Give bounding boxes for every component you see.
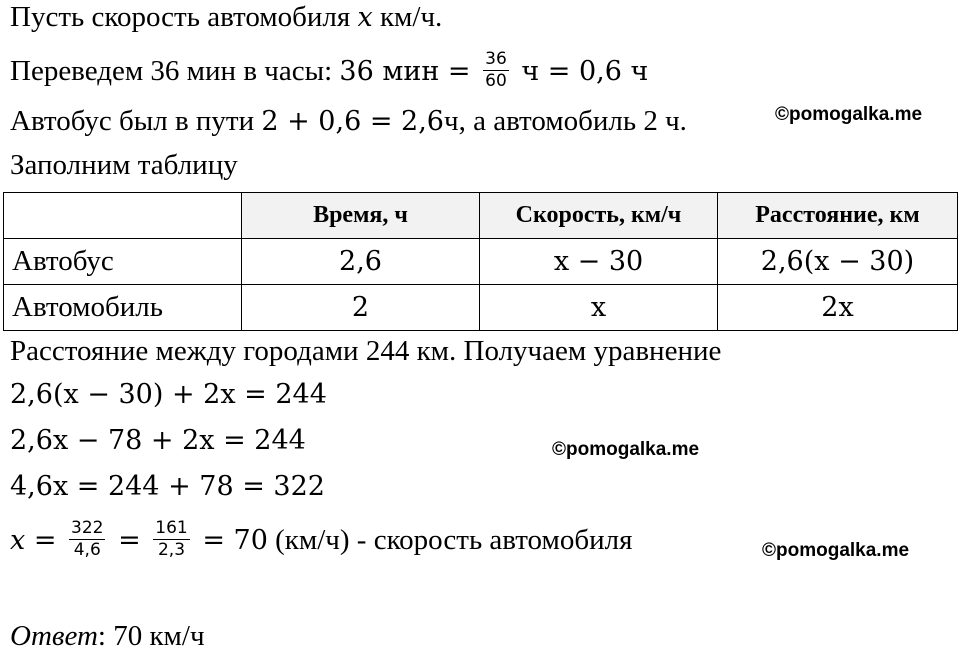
table-row (4, 285, 958, 331)
equation-3: 4,6x = 244 + 78 = 322 (10, 471, 325, 502)
fraction-161-2-3 (153, 518, 189, 561)
table-cell: x (480, 285, 718, 331)
text-segment: ч, а автомобиль 2 ч. (443, 105, 687, 137)
fraction-numerator: 322 (71, 518, 104, 538)
equation-2: 2,6x − 78 + 2x = 244 (10, 425, 306, 456)
data-table (3, 192, 958, 331)
table-cell: Автомобиль (4, 285, 242, 331)
math-segment: = (109, 525, 150, 557)
math-segment: = 70 (193, 525, 268, 557)
table-row (4, 239, 958, 285)
answer-label: Ответ (10, 620, 98, 652)
table-cell: Автобус (4, 239, 242, 285)
text-line-intro: Расстояние между городами 244 км. Получаем уравнение (10, 335, 722, 367)
watermark: ©pomogalka.me (762, 540, 910, 561)
math-segment: ч = 0,6 ч (512, 56, 649, 88)
text-segment: км/ч. (372, 1, 443, 33)
table-header-row (4, 193, 958, 239)
text-segment: Автобус был в пути (10, 105, 262, 137)
text-line-speed (10, 0, 442, 35)
math-segment: 2 + 0,6 = 2,6 (261, 106, 444, 137)
answer-line (10, 619, 205, 653)
fraction-36-60 (483, 49, 509, 92)
text-line-travel-time (10, 104, 687, 139)
fraction-322-4-6 (69, 518, 105, 561)
variable-x: x (10, 525, 26, 557)
math-segment: 36 мин = (339, 56, 480, 88)
table-header-blank (4, 193, 242, 239)
fraction-denominator: 60 (485, 71, 507, 91)
text-line-fill-table: Заполним таблицу (10, 149, 238, 181)
fraction-numerator: 161 (155, 518, 188, 538)
math-segment: = (25, 525, 66, 557)
text-line-conversion (10, 49, 649, 95)
table-header-distance: Расстояние, км (718, 193, 958, 239)
text-segment: Пусть скорость автомобиля (10, 1, 358, 33)
table-cell: x − 30 (480, 239, 718, 285)
fraction-denominator: 2,3 (157, 540, 186, 560)
watermark: ©pomogalka.me (552, 439, 700, 460)
text-segment: Переведем 36 мин в часы: (10, 55, 340, 88)
fraction-denominator: 4,6 (73, 540, 101, 560)
table-header-speed: Скорость, км/ч (480, 193, 718, 239)
equation-1: 2,6(x − 30) + 2x = 244 (10, 379, 327, 410)
table-header-time: Время, ч (242, 193, 480, 239)
table-cell: 2,6(x − 30) (718, 239, 958, 285)
fraction-numerator: 36 (485, 49, 507, 69)
watermark: ©pomogalka.me (775, 104, 923, 125)
answer-value: : 70 км/ч (97, 620, 205, 652)
text-segment: (км/ч) - скорость автомобиля (267, 524, 633, 557)
table-cell: 2 (242, 285, 480, 331)
equation-4 (10, 518, 633, 564)
variable-x: x (357, 2, 373, 33)
table-cell: 2,6 (242, 239, 480, 285)
table-cell: 2x (718, 285, 958, 331)
